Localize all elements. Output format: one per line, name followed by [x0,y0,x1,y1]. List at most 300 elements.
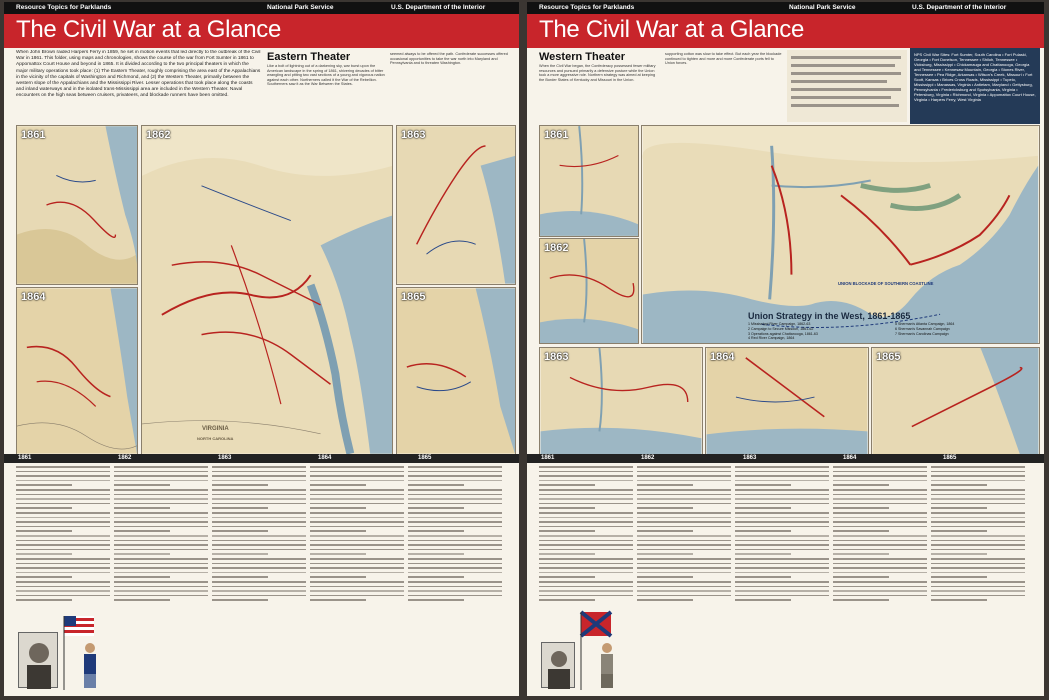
chronology-text-line [539,517,633,519]
chronology-text-line [931,586,1025,588]
chronology-text-line [114,540,208,542]
chronology-text-line [408,521,502,523]
header-strip-right [527,2,1044,14]
chronology-text-line [310,517,404,519]
chronology-text-line [310,466,404,468]
chronology-text-line [212,563,306,565]
chronology-text-line [16,535,110,537]
blockade-label: UNION BLOCKADE OF SOUTHERN COASTLINE [838,281,934,286]
series-label: Resource Topics for Parklands [16,4,112,11]
map-west-1862 [539,238,639,344]
chronology-text-line [114,553,170,555]
chronology-text-line [114,595,208,597]
chronology-text-line [310,494,404,496]
chronology-text-line [16,498,110,500]
legend-item: 4 Red River Campaign, 1864 [748,336,795,341]
chronology-text-line [931,484,987,486]
year-1865-right: 1865 [943,455,957,461]
chronology-text-line [539,599,595,601]
chronology-text-line [735,526,829,528]
statistics-line [791,72,901,75]
chronology-text-line [16,540,110,542]
chronology-text-line [310,526,404,528]
chronology-text-line [212,549,306,551]
chronology-text-line [408,553,464,555]
chronology-text-line [539,512,633,514]
chronology-text-line [637,484,693,486]
chronology-text-line [539,595,633,597]
chronology-text-line [16,553,72,555]
chronology-text-line [637,535,731,537]
chronology-text-line [735,553,791,555]
chronology-text-line [114,512,208,514]
statistics-line [791,64,895,67]
chronology-text-line [16,507,72,509]
chronology-text-line [833,475,927,477]
chronology-text-line [833,572,927,574]
chronology-text-line [735,494,829,496]
chronology-text-line [114,526,208,528]
chronology-text-line [735,549,829,551]
legend-item: 7 Sherman's Carolinas Campaign [895,331,949,336]
map-1864 [16,287,138,455]
year-1864-right: 1864 [843,455,857,461]
chronology-text-line [212,572,306,574]
year-1864: 1864 [318,455,332,461]
chronology-text-line [408,512,502,514]
year-bar-right [527,454,1044,463]
chronology-text-line [735,521,829,523]
chronology-text-line [539,544,633,546]
chronology-text-line [735,599,791,601]
chronology-text-line [833,586,927,588]
map-west-1861-label: 1861 [544,129,569,141]
chronology-text-line [310,535,404,537]
chronology-text-line [637,544,731,546]
statistics-line [791,80,887,83]
chronology-text-line [637,576,693,578]
chronology-text-line [16,599,72,601]
chronology-text-line [310,599,366,601]
chronology-text-line [16,563,110,565]
chronology-text-line [310,558,404,560]
chronology-text-line [637,567,731,569]
chronology-text-line [833,498,927,500]
chronology-text-line [114,466,208,468]
chronology-text-line [212,553,268,555]
chronology-text-line [408,599,464,601]
chronology-text-line [310,498,404,500]
statistics-line [791,104,899,107]
chronology-text-line [931,544,1025,546]
chronology-text-line [212,466,306,468]
chronology-text-line [16,475,110,477]
chronology-text-line [539,507,595,509]
chronology-text-line [310,489,404,491]
chronology-text-line [637,489,731,491]
chronology-text-line [212,595,306,597]
chronology-text-line [16,494,110,496]
confederate-flag-soldier [579,610,625,690]
chronology-text-line [16,503,110,505]
chronology-text-line [931,563,1025,565]
agency-label-right: National Park Service [789,4,856,11]
chronology-text-line [735,572,829,574]
chronology-text-line [931,489,1025,491]
chronology-text-line [212,535,306,537]
map-1862-main [141,125,393,455]
chronology-text-line [408,489,502,491]
chronology-text-line [833,517,927,519]
chronology-text-line [931,540,1025,542]
chronology-text-line [735,590,829,592]
portrait-graphic-right [542,643,576,689]
year-1862-right: 1862 [641,455,655,461]
chronology-text-line [539,471,633,473]
chronology-text-line [408,503,502,505]
text-column-b: seemed always to be offered the path. Confederate successes offered occasional opportunities to take the war north into Maryland and Pennsylvania and to threaten Washington. [390,52,508,66]
chronology-text-line [212,590,306,592]
chronology-text-line [408,475,502,477]
chronology-text-line [833,521,927,523]
legend-item: 2 Campaign to Secure Missouri, 1861-62 [748,326,814,331]
chronology-text-line [212,475,306,477]
chronology-text-line [833,535,927,537]
chronology-text-line [833,480,927,482]
chronology-text-line [735,544,829,546]
chronology-text-line [408,526,502,528]
chronology-text-line [212,558,306,560]
chronology-text-line [408,494,502,496]
chronology-text-line [931,599,987,601]
chronology-text-line [212,544,306,546]
chronology-text-line [735,512,829,514]
chronology-text-line [310,567,404,569]
chronology-text-line [408,595,502,597]
chronology-text-line [408,535,502,537]
chronology-text-line [833,581,927,583]
chronology-text-line [931,517,1025,519]
chronology-text-line [637,526,731,528]
chronology-text-line [539,581,633,583]
chronology-text-line [735,530,791,532]
chronology-text-line [408,576,464,578]
chronology-text-line [539,590,633,592]
chronology-text-line [833,526,927,528]
union-strategy-map [641,125,1040,344]
chronology-text-line [931,466,1025,468]
chronology-text-line [408,471,502,473]
department-label: U.S. Department of the Interior [391,4,486,11]
chronology-text-line [735,489,829,491]
chronology-text-line [931,507,987,509]
chronology-text-line [931,558,1025,560]
chronology-text-line [637,521,731,523]
chronology-text-line [310,507,366,509]
department-label-right: U.S. Department of the Interior [912,4,1007,11]
chronology-text-line [539,576,595,578]
chronology-text-line [539,475,633,477]
chronology-text-line [931,494,1025,496]
chronology-text-line [408,544,502,546]
chronology-text-line [931,530,987,532]
chronology-text-line [114,498,208,500]
chronology-text-line [539,567,633,569]
map-west-1864 [705,347,869,455]
chronology-text-line [114,563,208,565]
chronology-text-line [408,480,502,482]
chronology-text-line [114,480,208,482]
page-title: The Civil War at a Glance [16,16,282,43]
chronology-text-line [735,498,829,500]
page-title-right: The Civil War at a Glance [539,16,805,43]
statistics-line [791,56,901,59]
map-1861-label: 1861 [21,129,46,141]
chronology-text-line [212,586,306,588]
chronology-text-line [16,558,110,560]
chronology-text-line [931,526,1025,528]
chronology-text-line [212,576,268,578]
statistics-line [791,96,891,99]
chronology-text-line [114,599,170,601]
chronology-text-line [114,590,208,592]
chronology-text-line [408,563,502,565]
chronology-text-line [735,535,829,537]
series-label-right: Resource Topics for Parklands [539,4,635,11]
chronology-text-line [408,517,502,519]
chronology-text-line [637,595,731,597]
chronology-text-line [114,471,208,473]
chronology-text-line [539,480,633,482]
state-label-virginia: VIRGINIA [202,426,229,432]
chronology-text-line [735,576,791,578]
year-1863-right: 1863 [743,455,757,461]
chronology-text-line [931,553,987,555]
chronology-text-line [114,484,170,486]
chronology-text-line [637,517,731,519]
map-west-1863 [539,347,703,455]
chronology-text-line [735,581,829,583]
chronology-text-line [114,507,170,509]
agency-label: National Park Service [267,4,334,11]
chronology-text-line [212,471,306,473]
map-1865 [396,287,516,455]
chronology-text-line [114,558,208,560]
theater-heading-right: Western Theater [539,51,625,63]
chronology-text-line [833,553,889,555]
chronology-text-line [539,503,633,505]
chronology-text-line [931,581,1025,583]
chronology-text-line [637,586,731,588]
map-west-1865 [871,347,1040,455]
map-1863-graphic [397,126,515,284]
map-west-1863-graphic [540,348,702,454]
chronology-text-line [931,521,1025,523]
intro-paragraph: When John Brown raided Harpers Ferry in 1859, he set in motion events that led directly to the outbreak of the Civil War in 1861. This folder, using maps and chronologies, shows the course of the war from Fort Sumter in 1861 to Appomattox Court House and beyond in 1865. It is divided according to the two principal theaters in which the major military operations took place: (1) The Eastern Theater, roughly comprising the area east of the Appalachians in the vicinity of the capitals of Washington and Richmond, and (2) the Western Theater, primarily between the western slope of the Appalachians and the Mississippi River. Lesser operations that took place along the coasts and inland waterways and in the isolated trans-Mississippi area are included in the Western Theater. Naval encounters on the high seas between cruisers, privateers, and blockade runners have been omitted. [16,50,261,99]
chronology-text-line [735,475,829,477]
text-column-right-b: supporting cotton was slow to take effect. But each year the blockade continued to tighten and more and more Confederate ports fell to Union forces. [665,52,782,66]
map-west-1865-label: 1865 [876,351,901,363]
chronology-text-line [931,567,1025,569]
chronology-text-line [310,530,366,532]
map-1864-label: 1864 [21,291,46,303]
state-label-north-carolina: NORTH CAROLINA [197,436,234,441]
chronology-text-line [408,540,502,542]
header-banner-right [527,2,1044,48]
chronology-text-line [833,590,927,592]
chronology-text-line [637,553,693,555]
chronology-text-line [833,540,927,542]
chronology-text-line [539,498,633,500]
chronology-text-line [16,530,72,532]
chronology-text-line [212,540,306,542]
chronology-text-line [735,558,829,560]
chronology-text-line [212,489,306,491]
chronology-text-line [539,558,633,560]
chronology-text-line [114,517,208,519]
chronology-text-line [212,530,268,532]
chronology-text-line [212,567,306,569]
chronology-text-line [212,480,306,482]
chronology-text-line [310,586,404,588]
chronology-text-line [637,540,731,542]
chronology-text-line [833,599,889,601]
chronology-text-line [735,595,829,597]
legend-item: 1 Mississippi River Campaign, 1862-63 [748,322,811,326]
legend-item: 3 Operations against Chattanooga, 1861-63 [748,331,818,336]
chronology-text-line [408,549,502,551]
chronology-text-line [637,581,731,583]
chronology-text-line [16,590,110,592]
chronology-text-line [539,466,633,468]
map-1863-label: 1863 [401,129,426,141]
chronology-text-line [637,512,731,514]
chronology-text-line [833,576,889,578]
chronology-text-line [310,544,404,546]
chronology-text-line [114,530,170,532]
chronology-text-line [408,466,502,468]
chronology-text-line [539,526,633,528]
chronology-text-line [931,590,1025,592]
chronology-text-line [310,581,404,583]
chronology-text-line [212,521,306,523]
chronology-text-line [16,567,110,569]
chronology-text-line [539,494,633,496]
chronology-text-line [408,567,502,569]
chronology-text-line [212,512,306,514]
chronology-text-line [637,590,731,592]
map-1864-graphic [17,288,137,454]
chronology-text-line [735,586,829,588]
strategy-title: Union Strategy in the West, 1861-1865 [748,311,911,321]
chronology-text-line [310,484,366,486]
chronology-text-line [408,558,502,560]
chronology-text-line [931,471,1025,473]
chronology-text-line [16,576,72,578]
statistics-line [791,88,901,91]
chronology-text-line [212,507,268,509]
chronology-text-line [931,475,1025,477]
chronology-text-line [114,586,208,588]
chronology-text-line [833,558,927,560]
chronology-text-line [637,494,731,496]
map-1865-graphic [397,288,515,454]
chronology-text-line [833,512,927,514]
chronology-text-line [16,489,110,491]
chronology-text-line [114,572,208,574]
chronology-text-line [539,563,633,565]
chronology-text-line [16,595,110,597]
chronology-text-line [539,484,595,486]
chronology-text-line [16,484,72,486]
chronology-text-line [310,521,404,523]
chronology-text-line [114,503,208,505]
map-west-1864-graphic [706,348,868,454]
chronology-text-line [408,572,502,574]
chronology-text-line [16,466,110,468]
chronology-text-line [16,480,110,482]
statistics-box [787,50,907,122]
chronology-text-line [114,567,208,569]
chronology-text-line [114,475,208,477]
chronology-text-line [539,540,633,542]
chronology-text-line [833,595,927,597]
chronology-text-line [539,489,633,491]
map-west-1862-label: 1862 [544,242,569,254]
chronology-text-line [931,576,987,578]
chronology-text-line [735,484,791,486]
chronology-text-line [637,503,731,505]
map-1862-graphic [142,126,392,454]
map-1861-graphic [17,126,137,284]
chronology-text-line [114,576,170,578]
chronology-text-line [212,484,268,486]
chronology-text-line [408,507,464,509]
map-1862-label: 1862 [146,129,171,141]
map-west-1863-label: 1863 [544,351,569,363]
chronology-text-line [637,475,731,477]
chronology-text-line [931,480,1025,482]
chronology-text-line [833,567,927,569]
chronology-text-line [637,480,731,482]
union-flag-soldier [62,614,108,690]
chronology-text-line [16,471,110,473]
chronology-text-line [833,489,927,491]
eastern-theater-sheet [4,2,519,696]
chronology-text-line [310,590,404,592]
chronology-text-line [931,512,1025,514]
header-strip [4,2,519,14]
year-1862: 1862 [118,455,132,461]
chronology-text-line [833,544,927,546]
chronology-text-line [931,503,1025,505]
chronology-text-line [310,576,366,578]
chronology-text-line [310,549,404,551]
map-west-1865-graphic [872,348,1039,454]
chronology-text-line [310,480,404,482]
chronology-text-line [16,549,110,551]
general-portrait [541,642,575,688]
chronology-text-line [539,549,633,551]
year-1865: 1865 [418,455,432,461]
western-theater-sheet [527,2,1044,696]
chronology-text-line [16,517,110,519]
year-1863: 1863 [218,455,232,461]
chronology-text-line [114,494,208,496]
chronology-text-line [539,535,633,537]
chronology-text-line [16,512,110,514]
lincoln-portrait [18,632,58,688]
